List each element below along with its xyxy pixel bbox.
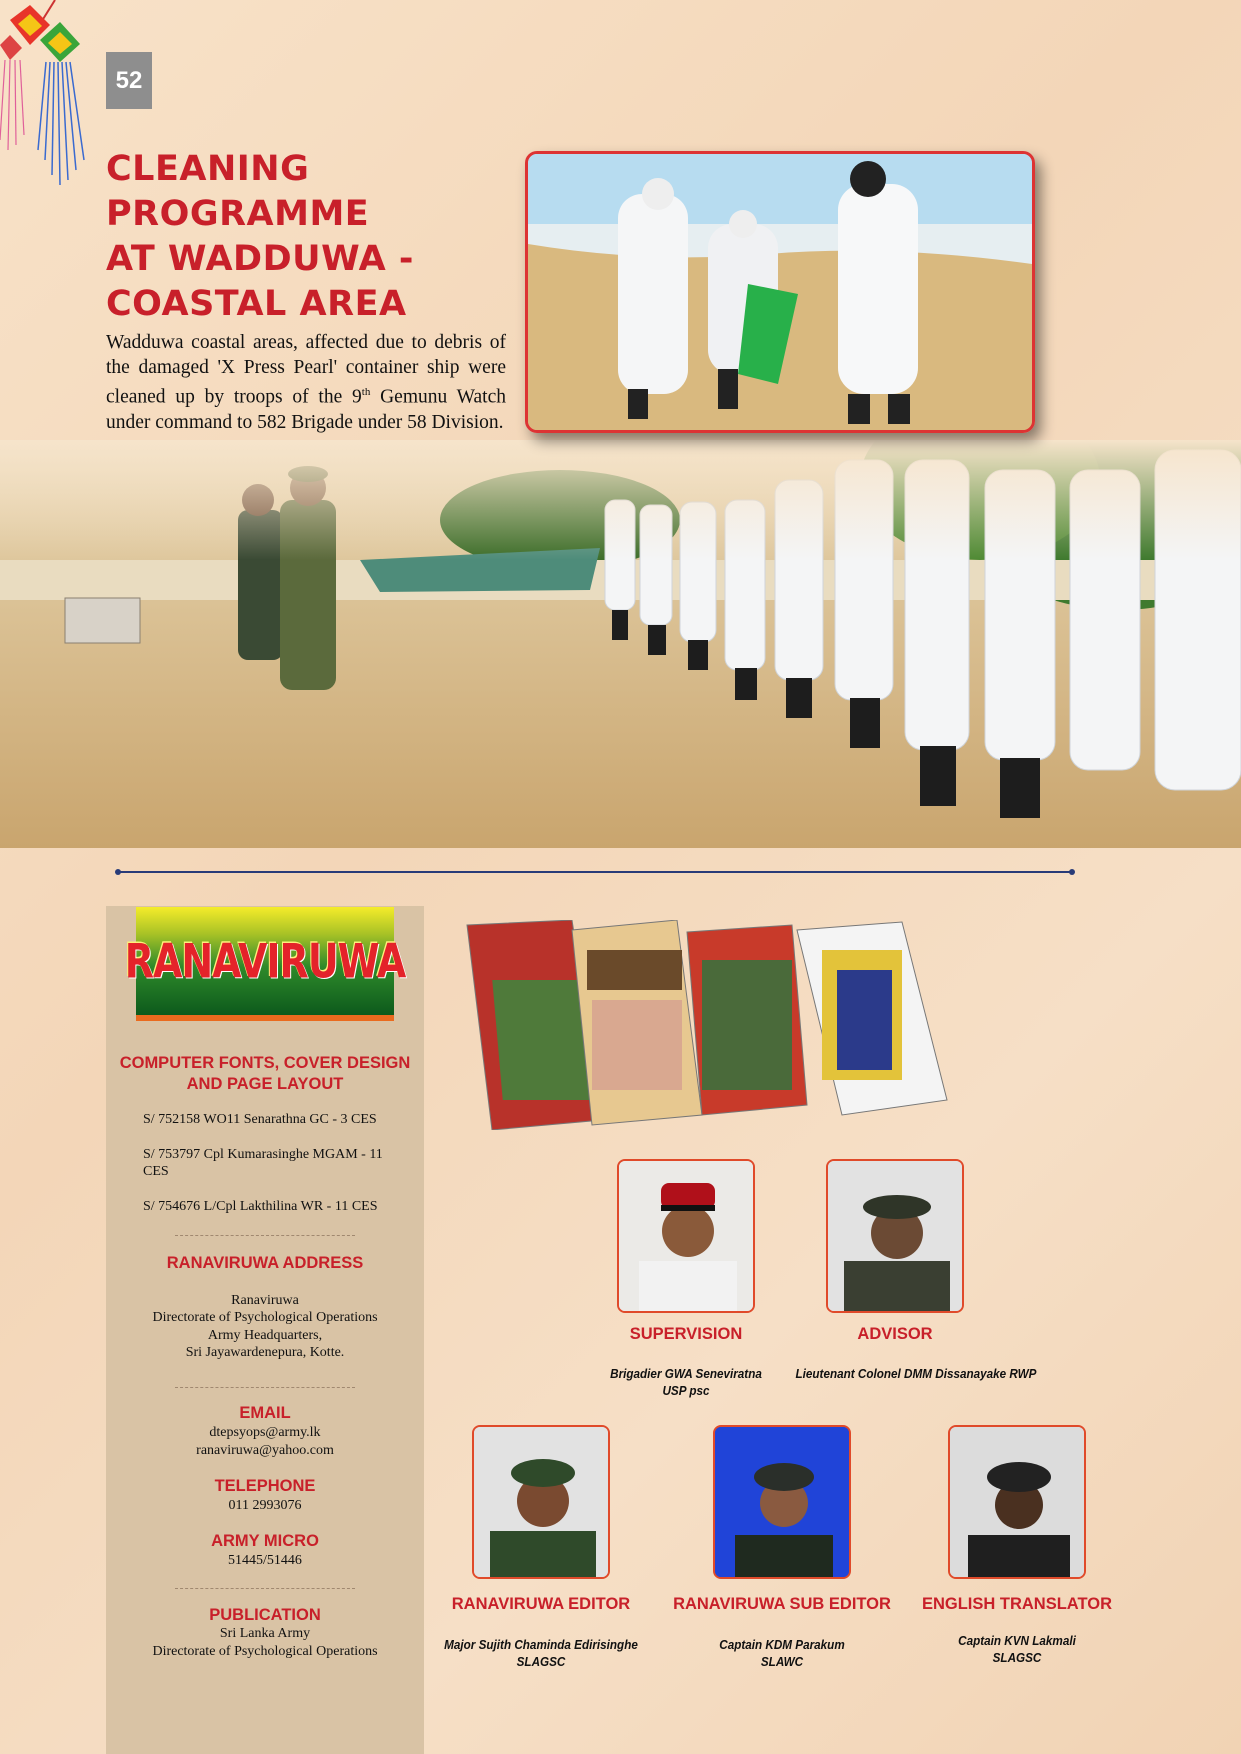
name-line: SLAWC	[760, 1654, 804, 1669]
publication-line: Directorate of Psychological Operations	[152, 1644, 378, 1659]
ordinal-suffix: th	[361, 386, 371, 398]
email-heading: EMAIL	[239, 1404, 291, 1422]
cleanup-inset-photo	[525, 151, 1035, 433]
name-sub-editor	[683, 1636, 881, 1670]
name-line: SLAGSC	[516, 1654, 566, 1669]
credit-line: S/ 753797 Cpl Kumarasinghe MGAM - 11 CES	[143, 1147, 383, 1179]
body-text-cont: Gemunu Watch under command to 582 Brigade under 58 Division.	[106, 386, 507, 433]
role-advisor: ADVISOR	[857, 1325, 933, 1343]
article-title	[106, 147, 516, 327]
credit-line: S/ 752158 WO11 Senarathna GC - 3 CES	[143, 1112, 377, 1127]
dashed-separator	[175, 1588, 355, 1589]
officer-photo	[950, 1427, 1086, 1579]
email-address[interactable]: ranaviruwa@yahoo.com	[196, 1443, 334, 1458]
officer-photo	[619, 1161, 755, 1313]
credits-heading: COMPUTER FONTS, COVER DESIGN AND PAGE LAYOUT	[119, 1054, 411, 1093]
beach-parade-photo	[0, 440, 1241, 848]
name-line: Major Sujith Chaminda Edirisinghe	[444, 1637, 638, 1652]
name-editor	[433, 1636, 649, 1670]
address-line: Army Headquarters,	[207, 1328, 323, 1343]
role-supervision: SUPERVISION	[629, 1325, 743, 1343]
title-line: AT WADDUWA -	[106, 239, 414, 279]
portrait-translator	[948, 1425, 1086, 1579]
name-translator	[927, 1632, 1107, 1666]
page-number: 52	[106, 52, 152, 109]
name-line: Lieutenant Colonel DMM Dissanayake RWP	[795, 1366, 1037, 1381]
credit-line: S/ 754676 L/Cpl Lakthilina WR - 11 CES	[143, 1199, 378, 1214]
ranaviruwa-logo	[124, 907, 406, 1021]
telephone-number: 011 2993076	[228, 1498, 302, 1513]
role-editor: RANAVIRUWA EDITOR	[451, 1595, 631, 1613]
telephone-heading: TELEPHONE	[214, 1477, 316, 1495]
name-line: SLAGSC	[992, 1650, 1042, 1665]
portrait-advisor	[826, 1159, 964, 1313]
body-text: Wadduwa coastal areas, affected due to debris of the damaged 'X Press Pearl' container ship were cleaned up by troops of the 9	[106, 332, 506, 408]
role-sub-editor: RANAVIRUWA SUB EDITOR	[673, 1595, 891, 1613]
address-line: Sri Jayawardenepura, Kotte.	[185, 1345, 345, 1360]
name-line: Captain KDM Parakum	[719, 1637, 845, 1652]
address-heading: RANAVIRUWA ADDRESS	[166, 1254, 364, 1272]
officer-photo	[715, 1427, 851, 1579]
article-body	[106, 330, 506, 435]
officer-photo	[828, 1161, 964, 1313]
name-line: USP psc	[662, 1383, 710, 1398]
officer-photo	[474, 1427, 610, 1579]
name-line: Captain KVN Lakmali	[958, 1633, 1076, 1648]
section-divider	[117, 871, 1073, 873]
dashed-separator	[175, 1387, 355, 1388]
email-address[interactable]: dtepsyops@army.lk	[209, 1425, 321, 1440]
address-line: Directorate of Psychological Operations	[152, 1310, 378, 1325]
publication-line: Sri Lanka Army	[219, 1626, 311, 1641]
title-line: COASTAL AREA	[106, 284, 407, 324]
logo-text: RANAVIRUWA	[124, 933, 406, 989]
army-micro-number: 51445/51446	[228, 1553, 302, 1568]
role-translator: ENGLISH TRANSLATOR	[921, 1595, 1113, 1613]
name-line: Brigadier GWA Seneviratna	[610, 1366, 762, 1381]
title-line: PROGRAMME	[106, 194, 370, 234]
address-line: Ranaviruwa	[231, 1293, 299, 1308]
army-micro-heading: ARMY MICRO	[211, 1532, 319, 1550]
lantern-decoration	[0, 0, 110, 200]
portrait-supervision	[617, 1159, 755, 1313]
magazine-covers-image	[462, 920, 1062, 1130]
dashed-separator	[175, 1235, 355, 1236]
name-supervision	[588, 1365, 784, 1399]
name-advisor	[783, 1365, 1049, 1382]
publication-heading: PUBLICATION	[209, 1606, 321, 1624]
portrait-sub-editor	[713, 1425, 851, 1579]
title-line: CLEANING	[106, 149, 310, 189]
portrait-editor	[472, 1425, 610, 1579]
